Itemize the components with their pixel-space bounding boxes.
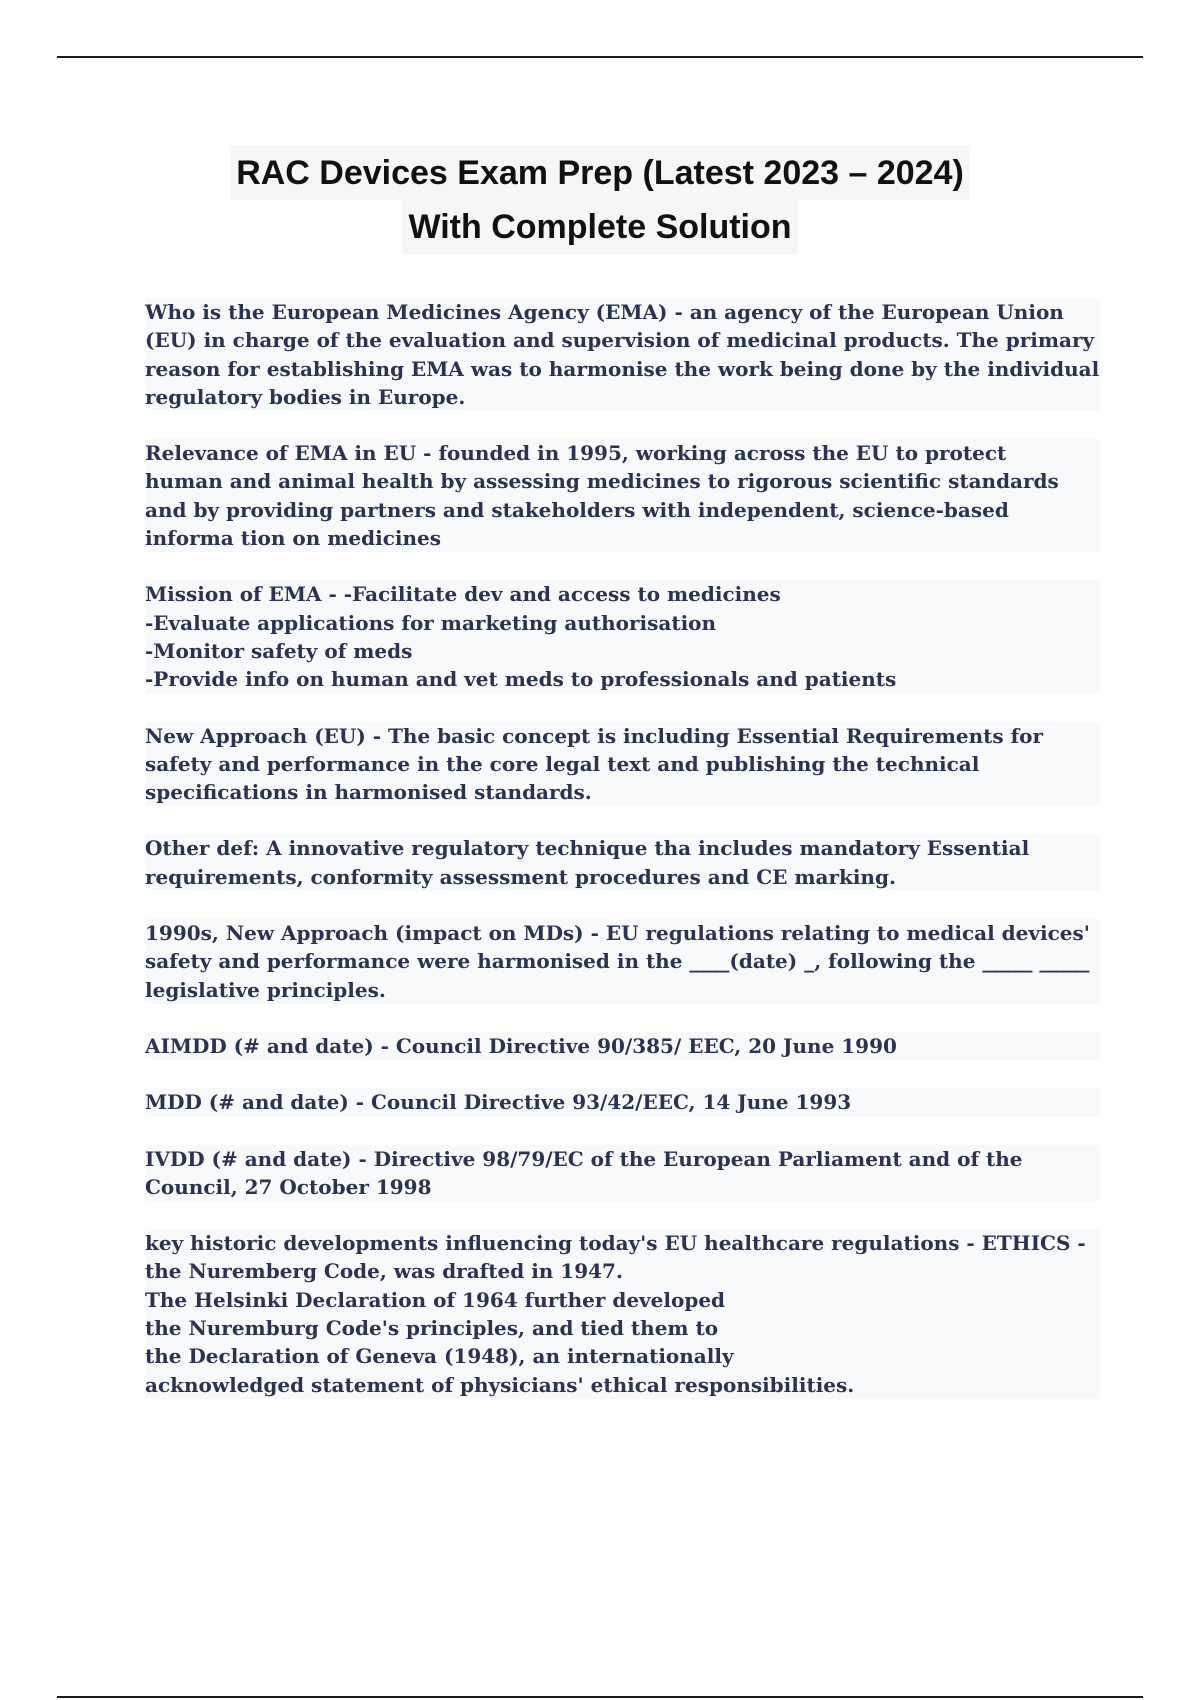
text-line: New Approach (EU) - The basic concept is including Essential Requirements for bbox=[145, 723, 1044, 748]
qa-paragraph-other-def bbox=[145, 834, 1100, 891]
text-line: the Nuremberg Code, was drafted in 1947. bbox=[145, 1259, 623, 1284]
text-line: requirements, conformity assessment procedures and CE marking. bbox=[145, 864, 896, 889]
title-line-1: RAC Devices Exam Prep (Latest 2023 – 2024) bbox=[230, 146, 970, 200]
text-line: informa tion on medicines bbox=[145, 526, 441, 551]
qa-paragraph-mdd bbox=[145, 1088, 1100, 1116]
text-line: key historic developments influencing today's EU healthcare regulations - ETHICS - bbox=[145, 1231, 1086, 1256]
text-line: safety and performance were harmonised in the ____(date) _, following the _____ _____ bbox=[145, 949, 1090, 974]
qa-paragraph-relevance bbox=[145, 439, 1100, 552]
text-line: (EU) in charge of the evaluation and supervision of medicinal products. The primary bbox=[145, 328, 1095, 353]
text-line: the Nuremburg Code's principles, and tied them to bbox=[145, 1316, 719, 1341]
title-line-2: With Complete Solution bbox=[402, 200, 797, 254]
text-line: Relevance of EMA in EU - founded in 1995, working across the EU to protect bbox=[145, 441, 1007, 466]
text-line: legislative principles. bbox=[145, 977, 386, 1002]
document-title bbox=[0, 146, 1200, 254]
text-line: acknowledged statement of physicians' ethical responsibilities. bbox=[145, 1372, 855, 1397]
text-line: IVDD (# and date) - Directive 98/79/EC of the European Parliament and of the bbox=[145, 1146, 1023, 1171]
text-line: reason for establishing EMA was to harmonise the work being done by the individual bbox=[145, 356, 1100, 381]
text-line: human and animal health by assessing medicines to rigorous scientific standards bbox=[145, 469, 1059, 494]
text-line: MDD (# and date) - Council Directive 93/42/EEC, 14 June 1993 bbox=[145, 1090, 852, 1115]
document-body bbox=[145, 298, 1100, 1427]
qa-paragraph-aimdd bbox=[145, 1032, 1100, 1060]
text-line: 1990s, New Approach (impact on MDs) - EU regulations relating to medical devices' bbox=[145, 921, 1090, 946]
bottom-rule bbox=[57, 1696, 1143, 1698]
text-line: AIMDD (# and date) - Council Directive 90/385/ EEC, 20 June 1990 bbox=[145, 1033, 897, 1058]
qa-paragraph-ivdd bbox=[145, 1145, 1100, 1202]
text-line: safety and performance in the core legal text and publishing the technical bbox=[145, 751, 980, 776]
text-line: -Provide info on human and vet meds to professionals and patients bbox=[145, 667, 897, 692]
qa-paragraph-mission bbox=[145, 580, 1100, 693]
text-line: Who is the European Medicines Agency (EMA) - an agency of the European Union bbox=[145, 300, 1064, 324]
text-line: The Helsinki Declaration of 1964 further developed bbox=[145, 1287, 726, 1312]
text-line: specifications in harmonised standards. bbox=[145, 780, 592, 805]
qa-paragraph-1990s bbox=[145, 919, 1100, 1004]
top-rule bbox=[57, 56, 1143, 58]
text-line: Mission of EMA - -Facilitate dev and access to medicines bbox=[145, 582, 781, 607]
text-line: Other def: A innovative regulatory technique tha includes mandatory Essential bbox=[145, 836, 1030, 861]
text-line: -Evaluate applications for marketing authorisation bbox=[145, 610, 717, 635]
text-line: regulatory bodies in Europe. bbox=[145, 384, 466, 409]
text-line: -Monitor safety of meds bbox=[145, 638, 413, 663]
text-line: and by providing partners and stakeholders with independent, science-based bbox=[145, 497, 1009, 522]
qa-paragraph-ema bbox=[145, 298, 1100, 411]
qa-paragraph-new-approach bbox=[145, 722, 1100, 807]
text-line: the Declaration of Geneva (1948), an internationally bbox=[145, 1344, 734, 1369]
text-line: Council, 27 October 1998 bbox=[145, 1174, 432, 1199]
qa-paragraph-historic bbox=[145, 1229, 1100, 1399]
